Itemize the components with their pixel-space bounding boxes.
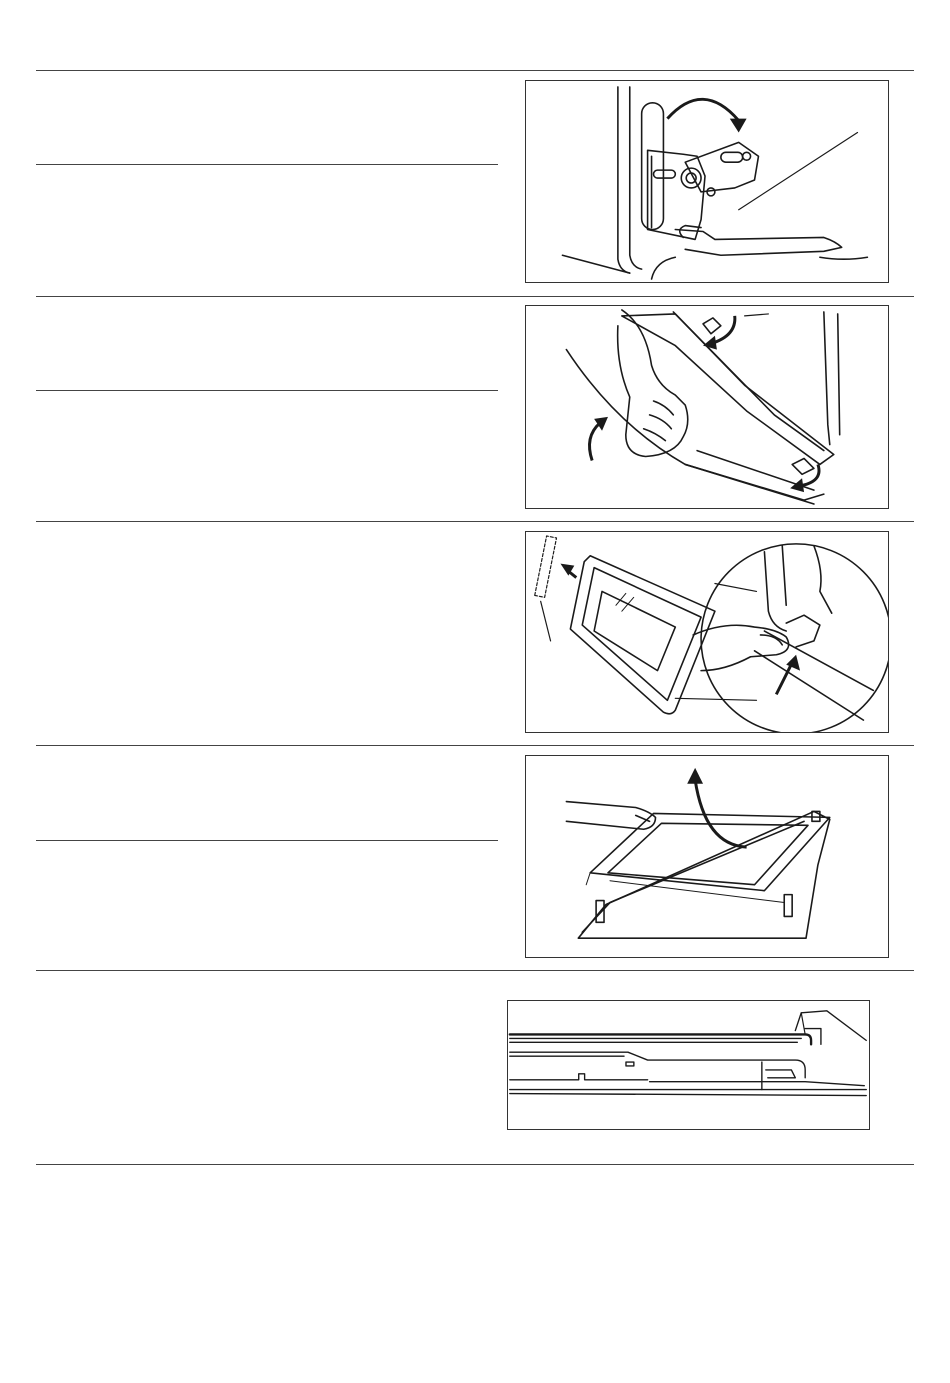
section-divider — [36, 970, 914, 971]
section-divider — [36, 745, 914, 746]
subsection-divider — [36, 840, 498, 841]
door-frame-edge — [618, 87, 630, 273]
hinge-slot — [642, 103, 664, 230]
figure-glass-panel — [525, 755, 889, 958]
hinge-icon — [648, 150, 705, 239]
glass-panel-illustration — [526, 756, 888, 957]
section-divider — [36, 1164, 914, 1165]
hinge-lever — [685, 142, 758, 192]
magnifier-circle-icon — [701, 544, 888, 732]
figure-hinge-lever — [525, 80, 889, 283]
figure-panel-seating — [507, 1000, 870, 1130]
figure-door-removal — [525, 305, 889, 509]
hand-icon — [618, 310, 688, 457]
subsection-divider — [36, 390, 498, 391]
figure-door-trim — [525, 531, 889, 733]
door-trim-illustration — [526, 532, 888, 732]
arrow-icon — [560, 564, 576, 578]
arrow-icon — [776, 655, 800, 695]
curved-arrow-icon — [687, 768, 746, 847]
section-divider — [36, 296, 914, 297]
section-divider — [36, 521, 914, 522]
hinge-illustration — [526, 81, 888, 282]
curved-arrow-icon — [589, 417, 607, 461]
door-removal-illustration — [526, 306, 888, 508]
curved-arrow-icon — [667, 99, 746, 132]
subsection-divider — [36, 164, 498, 165]
panel-seating-illustration — [508, 1001, 869, 1129]
section-divider — [36, 70, 914, 71]
